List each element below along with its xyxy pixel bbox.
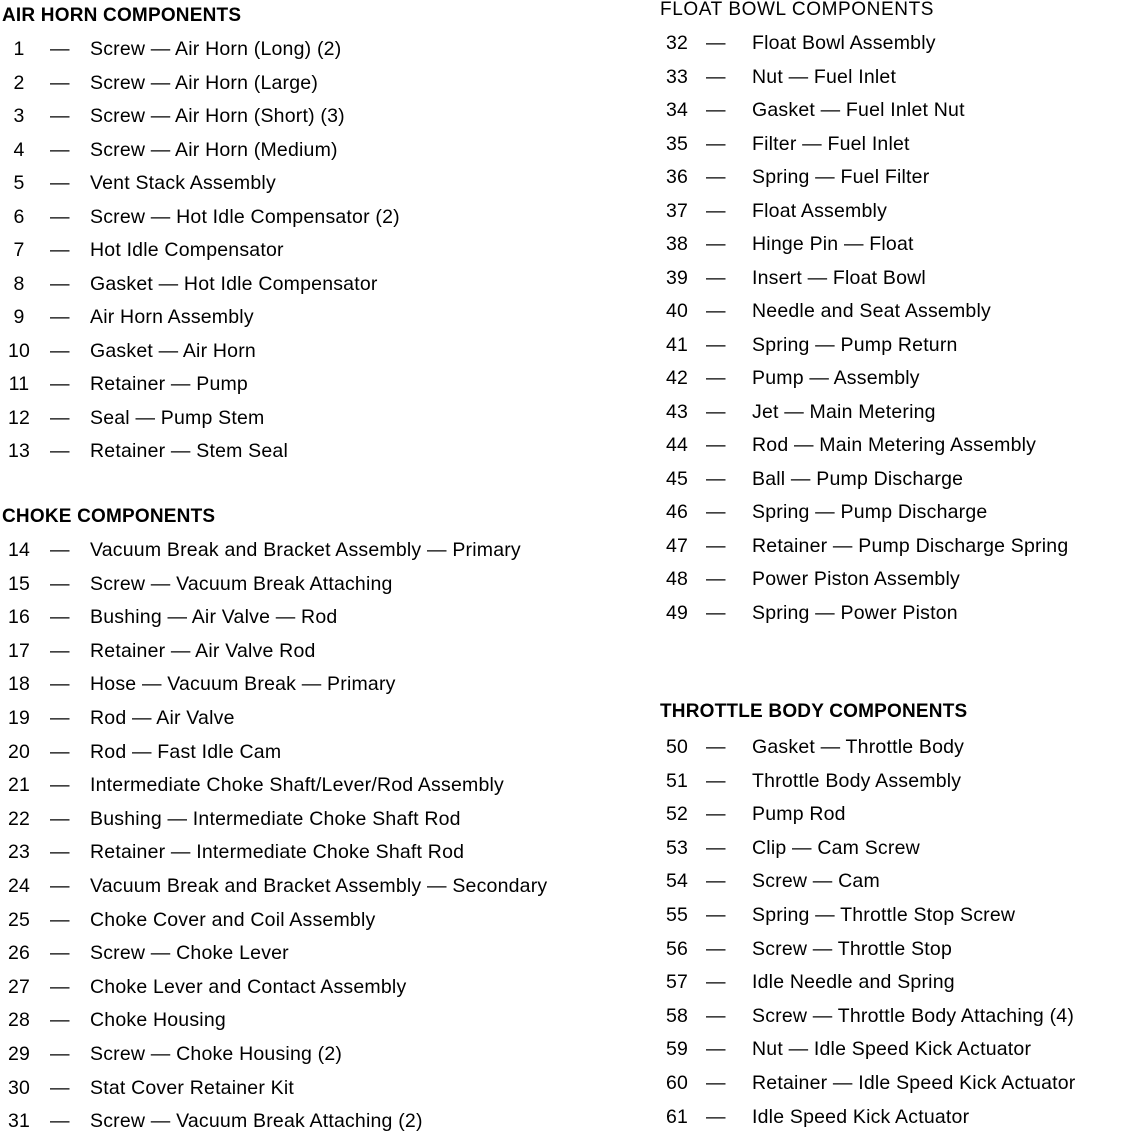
item-description: Screw — Hot Idle Compensator (2) [90,205,400,228]
item-dash: — [706,1105,726,1128]
item-description: Retainer — Idle Speed Kick Actuator [752,1072,1076,1094]
item-description: Gasket — Fuel Inlet Nut [752,99,965,121]
item-number: 22 [7,807,31,830]
item-description: Spring — Fuel Filter [752,166,930,188]
item-number: 17 [7,639,31,662]
item-number: 24 [7,875,31,897]
item-description: Screw — Air Horn (Short) (3) [90,105,345,127]
item-description: Retainer — Intermediate Choke Shaft Rod [90,841,465,864]
item-dash: — [50,306,70,328]
item-number: 59 [665,1038,689,1061]
item-description: Screw — Choke Housing (2) [90,1043,343,1065]
section-heading-float-bowl: FLOAT BOWL COMPONENTS [660,0,935,20]
item-description: Vent Stack Assembly [90,172,276,194]
item-description: Screw — Air Horn (Large) [90,71,319,94]
item-number: 43 [665,400,689,423]
item-number: 30 [7,1076,31,1099]
item-number: 52 [665,803,689,826]
item-dash: — [706,1004,726,1027]
item-dash: — [50,138,70,161]
item-number: 29 [7,1043,31,1065]
item-description: Pump Rod [752,803,846,826]
item-description: Retainer — Stem Seal [90,440,289,462]
item-number: 49 [665,601,689,624]
item-number: 48 [665,568,689,590]
item-dash: — [50,172,70,194]
item-dash: — [706,166,726,188]
item-number: 47 [665,534,689,557]
item-number: 50 [665,736,689,758]
item-description: Spring — Pump Return [752,333,958,356]
item-number: 55 [665,904,689,926]
item-number: 38 [665,233,689,255]
item-dash: — [706,534,726,557]
item-dash: — [50,606,70,629]
item-number: 19 [7,707,31,729]
item-number: 12 [7,406,31,429]
item-number: 51 [665,769,689,792]
item-number: 57 [665,971,689,994]
item-number: 2 [13,71,25,94]
item-description: Insert — Float Bowl [752,266,926,289]
item-description: Spring — Throttle Stop Screw [752,904,1016,926]
item-number: 60 [665,1072,689,1094]
item-description: Rod — Air Valve [90,707,235,729]
item-dash: — [706,333,726,356]
item-description: Retainer — Pump [90,373,248,395]
item-description: Seal — Pump Stem [90,406,265,429]
item-dash: — [706,769,726,792]
item-dash: — [50,740,70,763]
item-description: Idle Speed Kick Actuator [752,1105,970,1128]
item-dash: — [50,406,70,429]
item-dash: — [50,38,70,60]
item-description: Choke Cover and Coil Assembly [90,908,376,931]
item-number: 36 [665,166,689,188]
item-number: 15 [7,572,31,595]
item-dash: — [50,572,70,595]
item-number: 42 [665,367,689,389]
item-description: Screw — Air Horn (Medium) [90,138,338,161]
item-number: 28 [7,1009,31,1032]
item-dash: — [706,367,726,389]
item-description: Gasket — Throttle Body [752,736,965,758]
item-dash: — [706,233,726,255]
item-description: Screw — Vacuum Break Attaching [90,572,393,595]
item-number: 32 [665,32,689,54]
item-description: Stat Cover Retainer Kit [90,1076,295,1099]
item-dash: — [706,199,726,222]
item-dash: — [706,601,726,624]
item-number: 16 [7,606,31,629]
item-description: Retainer — Pump Discharge Spring [752,534,1069,557]
item-description: Bushing — Air Valve — Rod [90,606,338,629]
item-number: 14 [7,539,31,561]
item-dash: — [50,1110,70,1133]
item-description: Power Piston Assembly [752,568,960,590]
item-description: Hot Idle Compensator [90,239,284,261]
item-number: 27 [7,975,31,998]
item-dash: — [50,639,70,662]
item-dash: — [50,875,70,897]
item-description: Hinge Pin — Float [752,233,914,255]
item-dash: — [706,501,726,523]
item-number: 34 [665,99,689,121]
item-description: Screw — Air Horn (Long) (2) [90,38,342,60]
item-dash: — [50,1009,70,1032]
item-description: Clip — Cam Screw [752,836,920,859]
item-dash: — [706,300,726,322]
item-description: Vacuum Break and Bracket Assembly — Primary [90,539,521,561]
item-dash: — [706,99,726,121]
item-number: 58 [665,1004,689,1027]
item-dash: — [706,904,726,926]
item-description: Nut — Fuel Inlet [752,65,897,88]
item-number: 8 [13,272,25,295]
item-number: 44 [665,434,689,456]
item-number: 23 [7,841,31,864]
item-number: 56 [665,937,689,960]
item-number: 39 [665,266,689,289]
item-dash: — [706,132,726,155]
item-number: 9 [13,306,25,328]
item-dash: — [50,1076,70,1099]
item-description: Throttle Body Assembly [752,769,962,792]
item-dash: — [706,736,726,758]
item-description: Jet — Main Metering [752,400,936,423]
item-number: 37 [665,199,689,222]
item-dash: — [50,339,70,362]
item-number: 25 [7,908,31,931]
item-number: 6 [13,205,25,228]
item-number: 46 [665,501,689,523]
item-number: 31 [7,1110,31,1133]
item-dash: — [706,937,726,960]
item-dash: — [50,975,70,998]
item-number: 11 [8,373,30,395]
item-number: 13 [7,440,31,462]
item-dash: — [50,205,70,228]
item-description: Nut — Idle Speed Kick Actuator [752,1038,1032,1061]
item-description: Screw — Choke Lever [90,942,289,965]
item-dash: — [706,1072,726,1094]
item-dash: — [706,568,726,590]
item-dash: — [50,707,70,729]
item-number: 35 [665,132,689,155]
item-number: 45 [665,467,689,490]
item-dash: — [50,239,70,261]
item-description: Filter — Fuel Inlet [752,132,910,155]
item-number: 10 [7,339,31,362]
item-dash: — [706,1038,726,1061]
item-number: 4 [13,138,25,161]
item-description: Spring — Pump Discharge [752,501,988,523]
item-description: Choke Housing [90,1009,226,1032]
item-description: Air Horn Assembly [90,306,254,328]
item-dash: — [50,841,70,864]
item-dash: — [50,774,70,797]
item-description: Screw — Cam [752,870,880,893]
item-description: Screw — Vacuum Break Attaching (2) [90,1110,423,1133]
item-number: 41 [665,333,689,356]
item-dash: — [50,1043,70,1065]
item-description: Float Bowl Assembly [752,32,936,54]
item-number: 5 [13,172,25,194]
item-dash: — [50,942,70,965]
item-description: Hose — Vacuum Break — Primary [90,673,396,696]
item-dash: — [706,836,726,859]
section-heading-choke: CHOKE COMPONENTS [2,506,216,527]
item-number: 53 [665,836,689,859]
section-heading-throttle-body: THROTTLE BODY COMPONENTS [660,701,968,722]
item-dash: — [50,807,70,830]
item-dash: — [50,440,70,462]
item-description: Ball — Pump Discharge [752,467,964,490]
item-description: Needle and Seat Assembly [752,300,991,322]
item-dash: — [50,272,70,295]
item-description: Rod — Main Metering Assembly [752,434,1037,456]
item-dash: — [706,266,726,289]
item-dash: — [50,71,70,94]
item-number: 3 [13,105,25,127]
item-dash: — [706,65,726,88]
item-description: Bushing — Intermediate Choke Shaft Rod [90,807,461,830]
item-description: Gasket — Air Horn [90,339,256,362]
item-number: 61 [665,1105,689,1128]
item-dash: — [50,539,70,561]
item-dash: — [706,467,726,490]
item-number: 1 [13,38,25,60]
item-description: Screw — Throttle Stop [752,937,952,960]
item-number: 26 [7,942,31,965]
item-number: 40 [665,300,689,322]
item-dash: — [706,434,726,456]
item-dash: — [706,803,726,826]
item-description: Screw — Throttle Body Attaching (4) [752,1004,1075,1027]
section-heading-air-horn: AIR HORN COMPONENTS [2,5,242,26]
item-dash: — [50,105,70,127]
item-description: Choke Lever and Contact Assembly [90,975,407,998]
item-dash: — [50,673,70,696]
item-dash: — [50,908,70,931]
item-description: Idle Needle and Spring [752,971,955,994]
item-description: Pump — Assembly [752,367,920,389]
item-description: Vacuum Break and Bracket Assembly — Secondary [90,875,548,897]
item-number: 18 [7,673,31,696]
item-description: Gasket — Hot Idle Compensator [90,272,378,295]
item-number: 21 [7,774,31,797]
item-description: Spring — Power Piston [752,601,958,624]
item-dash: — [50,373,70,395]
item-description: Intermediate Choke Shaft/Lever/Rod Assembly [90,774,504,797]
item-description: Rod — Fast Idle Cam [90,740,282,763]
item-number: 7 [13,239,25,261]
item-number: 54 [665,870,689,893]
item-dash: — [706,400,726,423]
item-dash: — [706,32,726,54]
item-dash: — [706,971,726,994]
item-dash: — [706,870,726,893]
item-number: 33 [665,65,689,88]
item-description: Retainer — Air Valve Rod [90,639,316,662]
item-number: 20 [7,740,31,763]
item-description: Float Assembly [752,199,888,222]
